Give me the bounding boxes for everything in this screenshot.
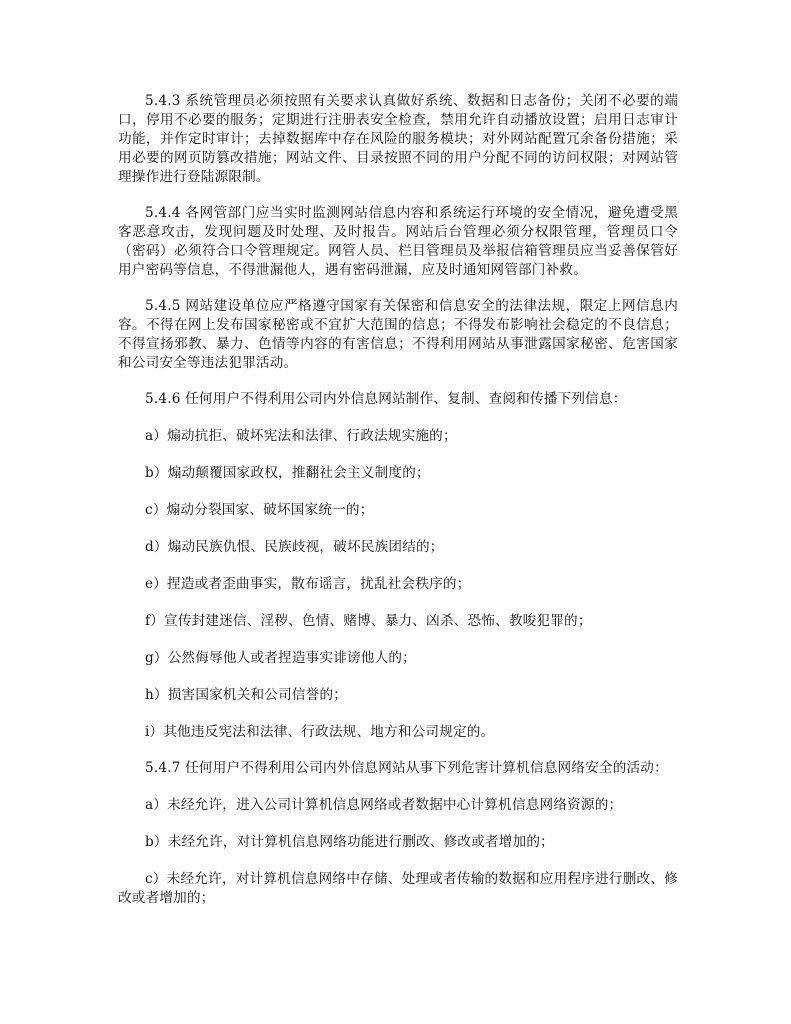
list-item: i）其他违反宪法和法律、行政法规、地方和公司规定的。: [145, 724, 495, 740]
list-item: d）煽动民族仇恨、民族歧视，破坏民族团结的；: [145, 539, 444, 555]
list-item: a）煽动抗拒、破坏宪法和法律、行政法规实施的；: [145, 428, 457, 444]
document-page: [118, 92, 678, 908]
section-5-4-6: 5.4.6 任何用户不得利用公司内外信息网站制作、复制、查阅和传播下列信息：: [145, 391, 627, 407]
list-item: h）损害国家机关和公司信誉的；: [145, 687, 348, 703]
section-5-4-5: 5.4.5 网站建设单位应严格遵守国家有关保密和信息安全的法律法规，限定上网信息内容。不得在网上发布国家秘密或不宜扩大范围的信息；不得发布影响社会稳定的不良信息；不得宣扬邪教、暴力、色情等内容的有害信息；不得利用网站从事泄露国家秘密、危害国家和公司安全等违法犯罪活动。: [118, 298, 678, 371]
list-item: c）未经允许，对计算机信息网络中存储、处理或者传输的数据和应用程序进行删改、修改或者增加的；: [118, 871, 678, 906]
list-item: e）捏造或者歪曲事实，散布谣言，扰乱社会秩序的；: [145, 576, 471, 592]
list-item: b）煽动颠覆国家政权，推翻社会主义制度的；: [145, 465, 430, 481]
section-5-4-7: 5.4.7 任何用户不得利用公司内外信息网站从事下列危害计算机信息网络安全的活动：: [145, 760, 668, 776]
list-item: a）未经允许，进入公司计算机信息网络或者数据中心计算机信息网络资源的；: [145, 797, 623, 813]
list-item: c）煽动分裂国家、破坏国家统一的；: [145, 502, 374, 518]
section-5-4-4: 5.4.4 各网管部门应当实时监测网站信息内容和系统运行环境的安全情况，避免遭受黑客恶意攻击，发现问题及时处理、及时报告。网站后台管理必须分权限管理，管理员口令（密码）必须符合口令管理规定。网管人员、栏目管理员及举报信箱管理员应当妥善保管好用户密码等信息，不得泄漏他人，遇有密码泄漏，应及时通知网管部门补救。: [118, 205, 678, 278]
section-5-4-3: 5.4.3 系统管理员必须按照有关要求认真做好系统、数据和日志备份；关闭不必要的端口，停用不必要的服务；定期进行注册表安全检查，禁用允许自动播放设置；启用日志审计功能，并作定时审计；去掉数据库中存在风险的服务模块；对外网站配置冗余备份措施；采用必要的网页防篡改措施；网站文件、目录按照不同的用户分配不同的访问权限；对网站管理操作进行登陆源限制。: [118, 93, 678, 185]
list-item: b）未经允许，对计算机信息网络功能进行删改、修改或者增加的；: [145, 834, 554, 850]
list-item: g）公然侮辱他人或者捏造事实诽谤他人的；: [145, 650, 416, 666]
list-item: f）宣传封建迷信、淫秽、色情、赌博、暴力、凶杀、恐怖、教唆犯罪的；: [145, 613, 592, 629]
